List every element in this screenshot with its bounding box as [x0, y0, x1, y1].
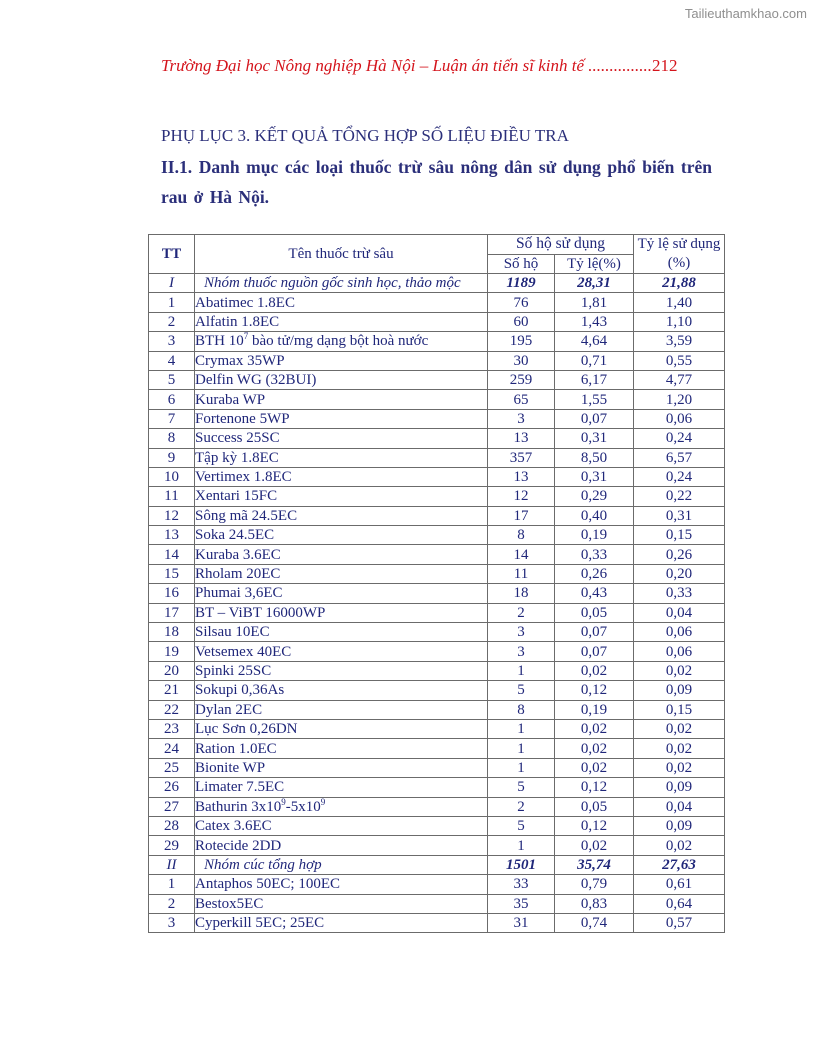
cell-name-text: Catex 3.6EC: [195, 818, 272, 835]
cell-tt: 19: [149, 642, 195, 661]
cell-tt: 13: [149, 526, 195, 545]
cell-name-text: Nhóm cúc tổng hợp: [204, 856, 322, 873]
cell-usage-rate: 1,20: [634, 390, 725, 409]
cell-name-text: BT – ViBT 16000WP: [195, 604, 326, 621]
cell-name: [195, 913, 488, 932]
cell-tt: 18: [149, 623, 195, 642]
cell-tt: 2: [149, 312, 195, 331]
cell-name-text: Alfatin 1.8EC: [195, 313, 280, 330]
cell-tt: 3: [149, 332, 195, 351]
cell-households: 18: [488, 584, 555, 603]
cell-name-text: Bionite WP: [195, 759, 266, 776]
cell-name-text: Phumai 3,6EC: [195, 585, 283, 602]
cell-usage-rate: 0,26: [634, 545, 725, 564]
cell-tt: 7: [149, 409, 195, 428]
cell-name: [195, 875, 488, 894]
header-usage-rate: Tỷ lệ sử dụng (%): [634, 235, 725, 274]
cell-rate: 4,64: [555, 332, 634, 351]
watermark: Tailieuthamkhao.com: [684, 6, 807, 21]
table-row: [149, 623, 725, 642]
cell-households: 65: [488, 390, 555, 409]
cell-tt: 10: [149, 467, 195, 486]
cell-usage-rate: 0,24: [634, 429, 725, 448]
cell-name-text: Lục Sơn 0,26DN: [195, 721, 298, 738]
table-row: [149, 816, 725, 835]
cell-households: 1: [488, 836, 555, 855]
table-row: [149, 603, 725, 622]
table-row: [149, 797, 725, 816]
cell-name-text: Spinki 25SC: [195, 663, 272, 679]
cell-tt: 11: [149, 487, 195, 506]
cell-households: 1: [488, 758, 555, 777]
cell-name: [195, 739, 488, 758]
cell-households: 2: [488, 797, 555, 816]
cell-tt: 12: [149, 506, 195, 525]
cell-households: 3: [488, 642, 555, 661]
cell-tt: 15: [149, 564, 195, 583]
cell-name: [195, 797, 488, 816]
running-header-text: Trường Đại học Nông nghiệp Hà Nội – Luận án tiến sĩ kinh tế ...............: [161, 56, 653, 75]
cell-name: [195, 467, 488, 486]
cell-usage-rate: 0,15: [634, 526, 725, 545]
table-row: [149, 526, 725, 545]
cell-rate: 0,33: [555, 545, 634, 564]
cell-tt: 6: [149, 390, 195, 409]
cell-name: [195, 894, 488, 913]
cell-name-text: Bathurin 3x10: [195, 798, 282, 815]
header-name: Tên thuốc trừ sâu: [195, 235, 488, 274]
cell-usage-rate: 0,55: [634, 351, 725, 370]
cell-tt: 4: [149, 351, 195, 370]
cell-rate: 8,50: [555, 448, 634, 467]
cell-name-text: Soka 24.5EC: [195, 527, 275, 544]
cell-name: [195, 545, 488, 564]
cell-name: [195, 312, 488, 331]
cell-tt: 25: [149, 758, 195, 777]
cell-households: 259: [488, 370, 555, 389]
cell-households: 5: [488, 816, 555, 835]
cell-usage-rate: 0,09: [634, 816, 725, 835]
running-header: [161, 56, 721, 76]
cell-name: [195, 681, 488, 700]
cell-tt: 26: [149, 778, 195, 797]
cell-rate: 0,02: [555, 758, 634, 777]
cell-rate: 0,02: [555, 661, 634, 680]
cell-name: [195, 506, 488, 525]
cell-name-superscript: 9: [281, 797, 286, 807]
cell-households: 195: [488, 332, 555, 351]
cell-usage-rate: 6,57: [634, 448, 725, 467]
cell-usage-rate: 0,24: [634, 467, 725, 486]
cell-usage-rate: 0,06: [634, 623, 725, 642]
cell-tt: 16: [149, 584, 195, 603]
cell-tt: 17: [149, 603, 195, 622]
cell-name: [195, 778, 488, 797]
table-row: [149, 913, 725, 932]
cell-usage-rate: 0,20: [634, 564, 725, 583]
cell-households: 1: [488, 661, 555, 680]
table-row: [149, 429, 725, 448]
table-row: [149, 681, 725, 700]
cell-households: 3: [488, 409, 555, 428]
appendix-title: PHỤ LỤC 3. KẾT QUẢ TỔNG HỢP SỐ LIỆU ĐIỀU TRA: [161, 126, 569, 145]
cell-rate: 0,12: [555, 816, 634, 835]
cell-name-text: Rholam 20EC: [195, 566, 281, 583]
cell-name: [195, 274, 488, 293]
table-row: [149, 894, 725, 913]
cell-rate: 0,43: [555, 584, 634, 603]
cell-households: 11: [488, 564, 555, 583]
cell-tt: 3: [149, 913, 195, 932]
cell-usage-rate: 21,88: [634, 274, 725, 293]
cell-households: 13: [488, 429, 555, 448]
cell-households: 76: [488, 293, 555, 312]
cell-usage-rate: 0,64: [634, 894, 725, 913]
cell-name: [195, 584, 488, 603]
cell-name-text: Ration 1.0EC: [195, 740, 277, 757]
cell-name-text: Sông mã 24.5EC: [195, 507, 298, 524]
table-row: [149, 467, 725, 486]
cell-rate: 1,43: [555, 312, 634, 331]
cell-households: 12: [488, 487, 555, 506]
cell-usage-rate: 0,22: [634, 487, 725, 506]
cell-households: 30: [488, 351, 555, 370]
cell-name: [195, 351, 488, 370]
cell-tt: 1: [149, 875, 195, 894]
cell-name-text: Vertimex 1.8EC: [195, 469, 292, 486]
cell-tt: 1: [149, 293, 195, 312]
cell-name: [195, 448, 488, 467]
cell-rate: 0,12: [555, 778, 634, 797]
cell-name: [195, 370, 488, 389]
cell-name-text: Kuraba 3.6EC: [195, 546, 281, 563]
cell-usage-rate: 0,02: [634, 661, 725, 680]
cell-usage-rate: 0,04: [634, 603, 725, 622]
cell-name-text: BTH 10: [195, 333, 244, 350]
table-row: [149, 719, 725, 738]
cell-usage-rate: 4,77: [634, 370, 725, 389]
cell-households: 1189: [488, 274, 555, 293]
cell-name-text: Antaphos 50EC; 100EC: [195, 876, 340, 893]
cell-usage-rate: 0,02: [634, 719, 725, 738]
table-row: [149, 351, 725, 370]
cell-tt: 23: [149, 719, 195, 738]
cell-name-text: Silsau 10EC: [195, 624, 270, 641]
cell-rate: 0,40: [555, 506, 634, 525]
cell-households: 8: [488, 700, 555, 719]
cell-households: 1: [488, 719, 555, 738]
cell-name-text: Crymax 35WP: [195, 352, 285, 369]
cell-rate: 0,05: [555, 797, 634, 816]
table-row: [149, 293, 725, 312]
cell-households: 35: [488, 894, 555, 913]
cell-usage-rate: 0,06: [634, 409, 725, 428]
cell-name: [195, 836, 488, 855]
cell-tt: 2: [149, 894, 195, 913]
table-row: [149, 758, 725, 777]
cell-name: [195, 855, 488, 874]
cell-rate: 35,74: [555, 855, 634, 874]
table-row: [149, 312, 725, 331]
cell-rate: 1,81: [555, 293, 634, 312]
table-row: [149, 370, 725, 389]
table-group-row: [149, 855, 725, 874]
cell-name: [195, 642, 488, 661]
cell-households: 14: [488, 545, 555, 564]
cell-rate: 0,19: [555, 700, 634, 719]
cell-rate: 28,31: [555, 274, 634, 293]
cell-tt: 29: [149, 836, 195, 855]
cell-rate: 0,07: [555, 623, 634, 642]
cell-usage-rate: 0,09: [634, 778, 725, 797]
table-row: [149, 545, 725, 564]
cell-usage-rate: 1,40: [634, 293, 725, 312]
table-row: [149, 661, 725, 680]
header-tt: TT: [149, 235, 195, 274]
cell-rate: 0,31: [555, 467, 634, 486]
table-body: [149, 274, 725, 933]
cell-name-text: Fortenone 5WP: [195, 410, 290, 427]
table-row: [149, 836, 725, 855]
cell-tt: 21: [149, 681, 195, 700]
table-row: [149, 487, 725, 506]
cell-rate: 0,79: [555, 875, 634, 894]
cell-name-superscript: 9: [320, 797, 326, 807]
cell-households: 5: [488, 681, 555, 700]
cell-name: [195, 526, 488, 545]
cell-usage-rate: 0,02: [634, 758, 725, 777]
table-row: [149, 409, 725, 428]
cell-usage-rate: 0,15: [634, 700, 725, 719]
table-row: [149, 332, 725, 351]
table-header: [149, 235, 725, 274]
cell-tt: 28: [149, 816, 195, 835]
header-households-group: Số hộ sử dụng: [488, 235, 634, 255]
cell-name-text: Vetsemex 40EC: [195, 643, 292, 660]
table-row: [149, 642, 725, 661]
cell-name: [195, 487, 488, 506]
cell-tt: I: [149, 274, 195, 293]
cell-households: 8: [488, 526, 555, 545]
cell-rate: 0,83: [555, 894, 634, 913]
cell-households: 31: [488, 913, 555, 932]
table-row: [149, 448, 725, 467]
cell-name: [195, 390, 488, 409]
cell-usage-rate: 0,61: [634, 875, 725, 894]
cell-name-suffix: -5x10: [285, 798, 321, 815]
cell-name: [195, 332, 488, 351]
cell-households: 17: [488, 506, 555, 525]
cell-usage-rate: 3,59: [634, 332, 725, 351]
cell-rate: 0,07: [555, 409, 634, 428]
section-title: II.1. Danh mục các loại thuốc trừ sâu nông dân sử dụng phổ biến trên rau ở Hà Nội.: [161, 157, 712, 207]
cell-rate: 0,19: [555, 526, 634, 545]
cell-name-text: Cyperkill 5EC; 25EC: [195, 915, 325, 932]
cell-rate: 6,17: [555, 370, 634, 389]
cell-name-text: Tập kỳ 1.8EC: [195, 449, 279, 466]
cell-name: [195, 564, 488, 583]
cell-name: [195, 816, 488, 835]
cell-name: [195, 661, 488, 680]
cell-rate: 0,74: [555, 913, 634, 932]
cell-usage-rate: 0,31: [634, 506, 725, 525]
page-number: 212: [652, 56, 678, 75]
cell-usage-rate: 0,06: [634, 642, 725, 661]
cell-rate: 0,26: [555, 564, 634, 583]
cell-name-text: Kuraba WP: [195, 391, 266, 408]
table-row: [149, 390, 725, 409]
cell-tt: 22: [149, 700, 195, 719]
cell-name-text: Sokupi 0,36As: [195, 682, 285, 699]
cell-tt: 27: [149, 797, 195, 816]
cell-name: [195, 293, 488, 312]
cell-name: [195, 429, 488, 448]
header-rate: Tỷ lệ(%): [555, 254, 634, 274]
cell-households: 3: [488, 623, 555, 642]
table-group-row: [149, 274, 725, 293]
cell-name-text: Limater 7.5EC: [195, 779, 285, 796]
cell-name: [195, 700, 488, 719]
cell-rate: 0,71: [555, 351, 634, 370]
cell-name-text: Rotecide 2DD: [195, 837, 282, 854]
cell-rate: 0,05: [555, 603, 634, 622]
cell-usage-rate: 0,33: [634, 584, 725, 603]
cell-name-text: Bestox5EC: [195, 895, 264, 912]
cell-rate: 0,02: [555, 719, 634, 738]
table-row: [149, 778, 725, 797]
cell-rate: 0,31: [555, 429, 634, 448]
cell-rate: 0,02: [555, 836, 634, 855]
cell-households: 5: [488, 778, 555, 797]
table-row: [149, 584, 725, 603]
table-row: [149, 564, 725, 583]
cell-name: [195, 623, 488, 642]
cell-name-text: Dylan 2EC: [195, 701, 263, 718]
cell-tt: 8: [149, 429, 195, 448]
cell-households: 1: [488, 739, 555, 758]
cell-usage-rate: 0,57: [634, 913, 725, 932]
cell-rate: 0,29: [555, 487, 634, 506]
cell-tt: 9: [149, 448, 195, 467]
cell-name: [195, 758, 488, 777]
cell-households: 60: [488, 312, 555, 331]
cell-name-text: Nhóm thuốc nguồn gốc sinh học, thảo mộc: [204, 275, 461, 292]
cell-rate: 0,07: [555, 642, 634, 661]
cell-name-text: Success 25SC: [195, 430, 280, 447]
cell-rate: 0,02: [555, 739, 634, 758]
cell-tt: 24: [149, 739, 195, 758]
cell-name-text: Delfin WG (32BUI): [195, 372, 317, 389]
header-households: Số hộ: [488, 254, 555, 274]
cell-usage-rate: 0,09: [634, 681, 725, 700]
cell-rate: 0,12: [555, 681, 634, 700]
cell-households: 13: [488, 467, 555, 486]
cell-usage-rate: 0,02: [634, 836, 725, 855]
pesticide-table: [148, 234, 725, 933]
cell-usage-rate: 1,10: [634, 312, 725, 331]
cell-name-text: Abatimec 1.8EC: [195, 294, 295, 311]
table-row: [149, 700, 725, 719]
cell-households: 2: [488, 603, 555, 622]
cell-tt: II: [149, 855, 195, 874]
cell-tt: 5: [149, 370, 195, 389]
table-row: [149, 875, 725, 894]
cell-tt: 14: [149, 545, 195, 564]
cell-name: [195, 603, 488, 622]
cell-name-suffix: bào tử/mg dạng bột hoà nước: [248, 333, 429, 350]
cell-households: 357: [488, 448, 555, 467]
cell-tt: 20: [149, 661, 195, 680]
table-row: [149, 739, 725, 758]
cell-name-superscript: 7: [243, 331, 249, 342]
cell-usage-rate: 0,04: [634, 797, 725, 816]
cell-households: 33: [488, 875, 555, 894]
cell-rate: 1,55: [555, 390, 634, 409]
cell-usage-rate: 27,63: [634, 855, 725, 874]
cell-usage-rate: 0,02: [634, 739, 725, 758]
cell-name: [195, 409, 488, 428]
cell-households: 1501: [488, 855, 555, 874]
cell-name: [195, 719, 488, 738]
cell-name-text: Xentari 15FC: [195, 488, 278, 505]
table-row: [149, 506, 725, 525]
